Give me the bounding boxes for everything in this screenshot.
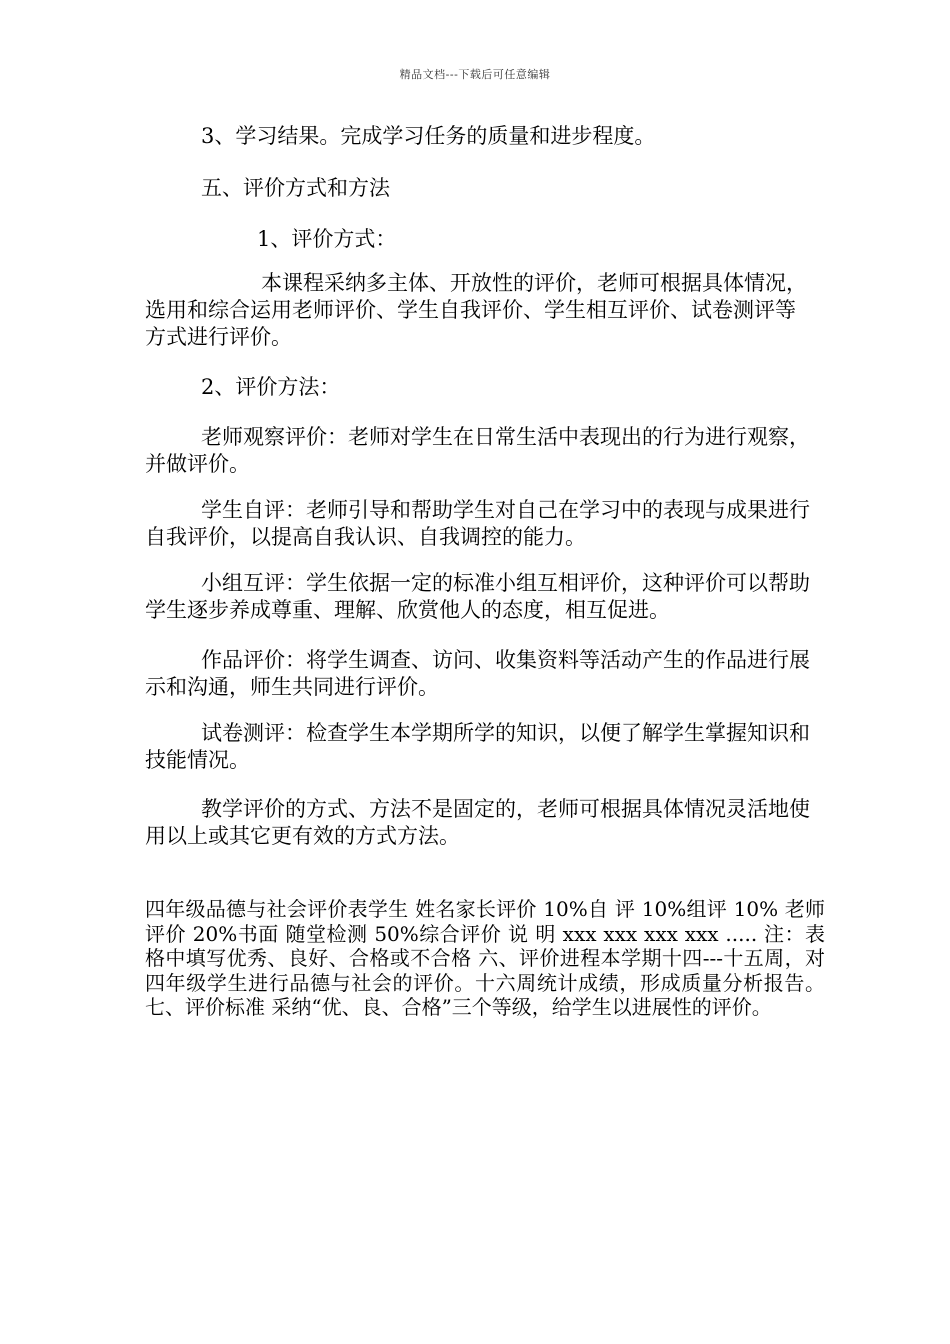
flexible-evaluation-paragraph: 教学评价的方式、方法不是固定的，老师可根据具体情况灵活地使用以上或其它更有效的方式方法。 — [145, 797, 810, 848]
page-header: 精品文档---下载后可任意编辑 — [399, 68, 551, 81]
exam-evaluation-paragraph: 试卷测评：检查学生本学期所学的知识，以便了解学生掌握知识和技能情况。 — [145, 721, 810, 772]
evaluation-method-subheading: 2、评价方法： — [201, 375, 341, 399]
evaluation-way-subheading: 1、评价方式： — [257, 227, 397, 251]
work-evaluation-paragraph: 作品评价：将学生调查、访问、收集资料等活动产生的作品进行展示和沟通，师生共同进行评价。 — [145, 648, 810, 699]
evaluation-way-paragraph: 本课程采纳多主体、开放性的评价，老师可根据具体情况，选用和综合运用老师评价、学生自我评价、学生相互评价、试卷测评等方式进行评价。 — [145, 271, 807, 349]
student-self-evaluation-paragraph: 学生自评：老师引导和帮助学生对自己在学习中的表现与成果进行自我评价，以提高自我认识、自我调控的能力。 — [145, 498, 810, 549]
evaluation-table-text-block: 四年级品德与社会评价表学生 姓名家长评价 10%自 评 10%组评 10% 老师评价 20%书面 随堂检测 50%综合评价 说 明 xxx xxx xxx xxx ..... 注：表格中填写优秀、良好、合格或不合格 六、评价进程本学期十四---十五周，对四年级学生进行品德与社会的评价。十六周统计成绩，形成质量分析报告。七、评价标准 采纳“优、良、合格”三个等级，给学生以进展性的评价。 — [145, 897, 825, 1019]
learning-result-line: 3、学习结果。完成学习任务的质量和进步程度。 — [201, 124, 656, 148]
section-five-heading: 五、评价方式和方法 — [201, 176, 390, 200]
teacher-observation-paragraph: 老师观察评价：老师对学生在日常生活中表现出的行为进行观察，并做评价。 — [145, 425, 810, 476]
group-evaluation-paragraph: 小组互评：学生依据一定的标准小组互相评价，这种评价可以帮助学生逐步养成尊重、理解、欣赏他人的态度，相互促进。 — [145, 571, 810, 622]
